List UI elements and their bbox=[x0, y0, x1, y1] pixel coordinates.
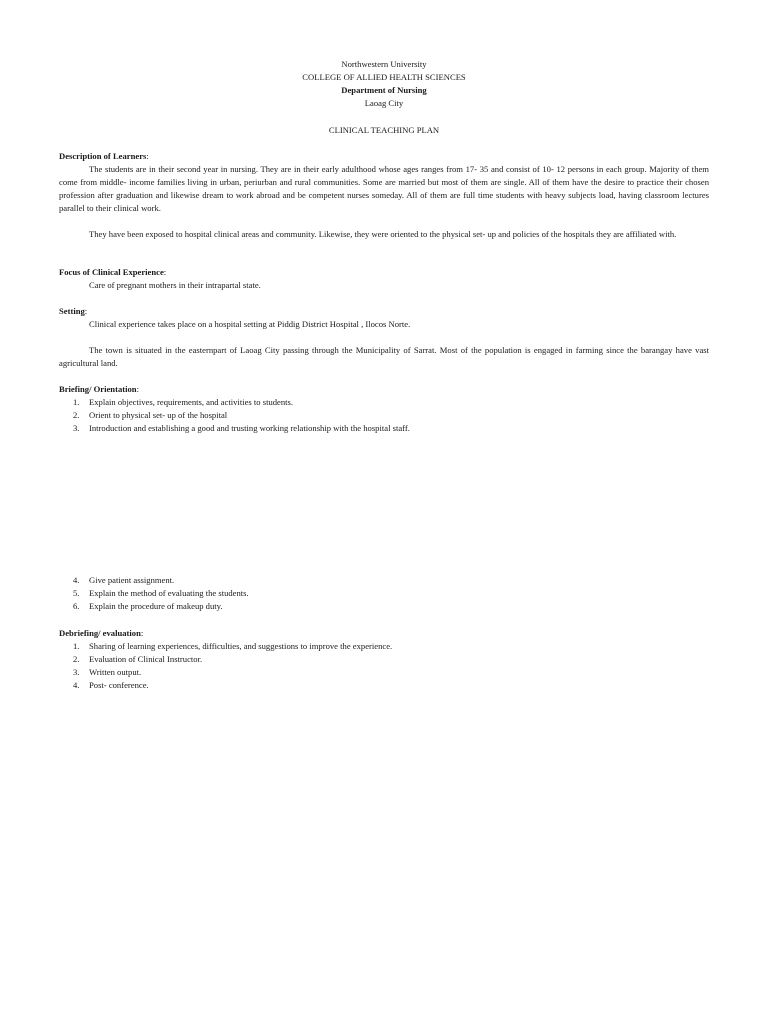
briefing-label: Briefing/ Orientation bbox=[59, 384, 137, 394]
setting-label: Setting bbox=[59, 306, 85, 316]
list-item: 4. Give patient assignment. bbox=[73, 575, 175, 585]
list-item: 6. Explain the procedure of makeup duty. bbox=[73, 601, 223, 611]
description-section: Description of Learners: The students are in their second year in nursing. They are in their early adulthood whose ages ranges from 17- 35 and consist of 10- 12 persons in each group. Majority of them come from middle- income families living in urban, periurban and rural communities. Some are married but most of them are single. All of them have the desire to practice their chosen profession after graduation and likewise dream to work abroad and be competent nurses someday. All of them are full time students with heavy subjects load, having classroom lectures parallel to their clinical work. They have been exposed to hospital clinical areas and community. Likewise, they were oriented to the physical set- up and policies of the hospitals they are affiliated with. bbox=[59, 151, 709, 239]
list-item: 3. Introduction and establishing a good and trusting working relationship with the hospital staff. bbox=[73, 423, 410, 433]
list-item: 2. Orient to physical set- up of the hospital bbox=[73, 410, 228, 420]
university-name: Northwestern University bbox=[341, 59, 427, 69]
city-name: Laoag City bbox=[364, 98, 404, 108]
briefing-section: Briefing/ Orientation: 1. Explain objectives, requirements, and activities to students. 2. Orient to physical set- up of the hospital 3. Introduction and establishing a good and trusting working relationship with the hospital staff. bbox=[59, 383, 709, 435]
briefing-continued bbox=[59, 574, 709, 613]
document-header bbox=[0, 58, 768, 110]
description-label: Description of Learners bbox=[59, 151, 147, 161]
department-name: Department of Nursing bbox=[341, 85, 427, 95]
list-item: 3. Written output. bbox=[73, 667, 142, 677]
list-item: 2. Evaluation of Clinical Instructor. bbox=[73, 654, 203, 664]
list-item: 1. Sharing of learning experiences, difficulties, and suggestions to improve the experience. bbox=[73, 641, 393, 651]
description-para-1: The students are in their second year in nursing. They are in their early adulthood whose ages ranges from 17- 35 and consist of 10- 12 persons in each group. Majority of them come from middle- income families living in urban, periurban and rural communities. Some are married but most of them are single. All of them have the desire to practice their chosen profession after graduation and likewise dream to work abroad and be competent nurses someday. All of them are full time students with heavy subjects load, having classroom lectures parallel to their clinical work. bbox=[59, 164, 709, 213]
setting-section: Setting: Clinical experience takes place on a hospital setting at Piddig District Hospital , Ilocos Norte. The town is situated in the easternpart of Laoag City passing through the Municipality of Sarrat. Most of the population is engaged in farming since the barangay have vast agricultural land. bbox=[59, 306, 709, 368]
focus-label: Focus of Clinical Experience bbox=[59, 267, 164, 277]
debriefing-section: Debriefing/ evaluation: 1. Sharing of learning experiences, difficulties, and suggestions to improve the experience. 2. Evaluation of Clinical Instructor. 3. Written output. 4. Post- conference. bbox=[59, 627, 709, 692]
focus-text: Care of pregnant mothers in their intrapartal state. bbox=[89, 280, 261, 290]
description-para-2: They have been exposed to hospital clinical areas and community. Likewise, they were oriented to the physical set- up and policies of the hospitals they are affiliated with. bbox=[89, 229, 677, 239]
setting-text-2: The town is situated in the easternpart of Laoag City passing through the Municipality of Sarrat. Most of the population is engaged in farming since the barangay have vast agricultural land. bbox=[59, 345, 709, 368]
focus-section: Focus of Clinical Experience: Care of pregnant mothers in their intrapartal state. bbox=[59, 266, 709, 292]
briefing-list bbox=[59, 396, 709, 435]
setting-text-1: Clinical experience takes place on a hospital setting at Piddig District Hospital , Ilocos Norte. bbox=[89, 319, 411, 329]
debriefing-list bbox=[59, 640, 709, 692]
debriefing-label: Debriefing/ evaluation bbox=[59, 628, 141, 638]
list-item: 4. Post- conference. bbox=[73, 680, 149, 690]
list-item: 5. Explain the method of evaluating the students. bbox=[73, 588, 249, 598]
list-item: 1. Explain objectives, requirements, and activities to students. bbox=[73, 397, 294, 407]
college-name: COLLEGE OF ALLIED HEALTH SCIENCES bbox=[302, 72, 466, 82]
briefing-list-continued bbox=[59, 574, 709, 613]
document-title: CLINICAL TEACHING PLAN bbox=[328, 125, 440, 135]
